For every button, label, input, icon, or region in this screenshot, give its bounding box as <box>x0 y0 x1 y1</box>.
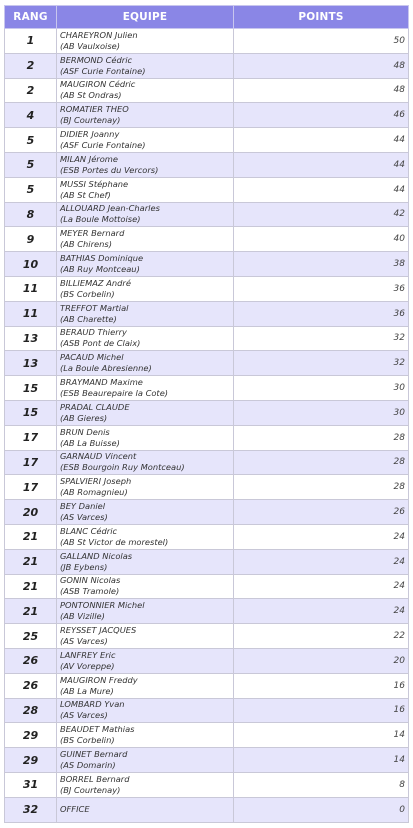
player-name: BERMOND Cédric <box>60 54 133 65</box>
player-name: BEY Daniel <box>60 501 106 512</box>
club-name: (AS Varces) <box>60 710 108 721</box>
player-name: GARNAUD Vincent <box>60 451 137 462</box>
points-cell: 28 <box>234 475 409 500</box>
column-header-rang: RANG <box>5 6 57 29</box>
player-name: BORREL Bernard <box>60 773 130 784</box>
table-row <box>5 177 409 202</box>
player-name: PONTONNIER Michel <box>60 600 145 611</box>
player-name: OFFICE <box>60 804 90 815</box>
team-cell <box>57 103 234 128</box>
table-row <box>5 772 409 797</box>
points-cell: 44 <box>234 128 409 153</box>
club-name: (ASF Curie Fontaine) <box>60 65 146 76</box>
club-name: (AB Ruy Montceau) <box>60 264 140 275</box>
player-name: TREFFOT Martial <box>60 302 129 313</box>
team-cell <box>57 624 234 649</box>
rank-cell: 4 <box>5 103 57 128</box>
team-cell <box>57 425 234 450</box>
club-name: (AB Gieres) <box>60 412 108 423</box>
column-header-equipe: EQUIPE <box>57 6 234 29</box>
rank-cell: 29 <box>5 748 57 773</box>
points-cell: 46 <box>234 103 409 128</box>
team-cell <box>57 53 234 78</box>
player-name: ALLOUARD Jean-Charles <box>60 203 160 214</box>
column-header-points: POINTS <box>234 6 409 29</box>
club-name: (AS Domarin) <box>60 760 116 770</box>
club-name: (ESB Bourgoin Ruy Montceau) <box>60 462 185 473</box>
club-name: (AB Vaulxoise) <box>60 40 120 51</box>
club-name: (ASB Tramole) <box>60 586 120 597</box>
team-cell <box>57 152 234 177</box>
rank-cell: 11 <box>5 276 57 301</box>
table-row <box>5 450 409 475</box>
points-cell: 44 <box>234 177 409 202</box>
rank-cell: 13 <box>5 351 57 376</box>
club-name: (AV Voreppe) <box>60 660 115 671</box>
rank-cell: 9 <box>5 227 57 252</box>
club-name: (AB Vizille) <box>60 611 105 622</box>
player-name: MAUGIRON Freddy <box>60 674 138 685</box>
table-row <box>5 103 409 128</box>
points-cell: 20 <box>234 648 409 673</box>
player-name: BILLIEMAZ André <box>60 277 131 288</box>
team-cell <box>57 276 234 301</box>
points-cell: 0 <box>234 797 409 822</box>
player-name: BRUN Denis <box>60 426 110 437</box>
rank-cell: 20 <box>5 500 57 525</box>
player-name: MILAN Jérome <box>60 153 118 164</box>
table-row <box>5 376 409 401</box>
table-row <box>5 574 409 599</box>
player-name: CHAREYRON Julien <box>60 29 138 40</box>
club-name: (AB La Buisse) <box>60 437 120 448</box>
team-cell <box>57 698 234 723</box>
points-cell: 40 <box>234 227 409 252</box>
team-cell <box>57 252 234 277</box>
club-name: (JB Eybens) <box>60 561 108 572</box>
rank-cell: 5 <box>5 177 57 202</box>
ranking-table <box>4 5 409 823</box>
rank-cell: 2 <box>5 78 57 103</box>
table-row <box>5 475 409 500</box>
points-cell: 14 <box>234 723 409 748</box>
table-row <box>5 276 409 301</box>
table-row <box>5 252 409 277</box>
club-name: (AS Varces) <box>60 636 108 647</box>
table-row <box>5 400 409 425</box>
club-name: (AB Chirens) <box>60 239 112 250</box>
points-cell: 16 <box>234 673 409 698</box>
club-name: (La Boule Mottoise) <box>60 214 141 225</box>
team-cell <box>57 128 234 153</box>
rank-cell: 21 <box>5 599 57 624</box>
points-cell: 24 <box>234 549 409 574</box>
points-cell: 36 <box>234 276 409 301</box>
player-name: GONIN Nicolas <box>60 575 121 586</box>
club-name: (AB Charette) <box>60 313 117 324</box>
club-name: (AB St Ondras) <box>60 90 122 101</box>
points-cell: 24 <box>234 599 409 624</box>
player-name: BLANC Cédric <box>60 525 118 536</box>
rank-cell: 17 <box>5 450 57 475</box>
table-row <box>5 425 409 450</box>
points-cell: 30 <box>234 376 409 401</box>
points-cell: 16 <box>234 698 409 723</box>
points-cell: 14 <box>234 748 409 773</box>
rank-cell: 10 <box>5 252 57 277</box>
team-cell <box>57 301 234 326</box>
points-cell: 24 <box>234 524 409 549</box>
rank-cell: 31 <box>5 772 57 797</box>
club-name: (BS Corbelin) <box>60 288 115 299</box>
club-name: (AB Romagnieu) <box>60 487 128 498</box>
player-name: MUSSI Stéphane <box>60 178 129 189</box>
team-cell <box>57 648 234 673</box>
team-cell <box>57 29 234 54</box>
points-cell: 8 <box>234 772 409 797</box>
club-name: (La Boule Abresienne) <box>60 363 152 374</box>
table-row <box>5 599 409 624</box>
table-row <box>5 648 409 673</box>
points-cell: 48 <box>234 53 409 78</box>
rank-cell: 32 <box>5 797 57 822</box>
table-row <box>5 500 409 525</box>
player-name: DIDIER Joanny <box>60 129 120 140</box>
player-name: ROMATIER THEO <box>60 104 129 115</box>
club-name: (ASF Curie Fontaine) <box>60 140 146 151</box>
team-cell <box>57 748 234 773</box>
player-name: LOMBARD Yvan <box>60 699 125 710</box>
rank-cell: 17 <box>5 425 57 450</box>
table-row <box>5 624 409 649</box>
player-name: BRAYMAND Maxime <box>60 377 143 388</box>
club-name: (BJ Courtenay) <box>60 784 121 795</box>
team-cell <box>57 524 234 549</box>
rank-cell: 11 <box>5 301 57 326</box>
club-name: (ESB Beaurepaire la Cote) <box>60 388 169 399</box>
table-row <box>5 227 409 252</box>
points-cell: 22 <box>234 624 409 649</box>
team-cell <box>57 500 234 525</box>
player-name: GUINET Bernard <box>60 749 128 759</box>
table-row <box>5 202 409 227</box>
table-row <box>5 698 409 723</box>
player-name: BERAUD Thierry <box>60 327 127 338</box>
table-row <box>5 29 409 54</box>
table-row <box>5 549 409 574</box>
rank-cell: 28 <box>5 698 57 723</box>
team-cell <box>57 227 234 252</box>
ranking-table-container <box>4 5 408 823</box>
points-cell: 44 <box>234 152 409 177</box>
points-cell: 32 <box>234 326 409 351</box>
table-row <box>5 128 409 153</box>
table-header-row <box>5 6 409 29</box>
rank-cell: 21 <box>5 574 57 599</box>
table-row <box>5 351 409 376</box>
table-row <box>5 723 409 748</box>
player-name: BATHIAS Dominique <box>60 253 144 264</box>
player-name: MEYER Bernard <box>60 228 125 239</box>
points-cell: 26 <box>234 500 409 525</box>
team-cell <box>57 772 234 797</box>
club-name: (ESB Portes du Vercors) <box>60 164 159 175</box>
rank-cell: 29 <box>5 723 57 748</box>
rank-cell: 2 <box>5 53 57 78</box>
team-cell <box>57 549 234 574</box>
player-name: BEAUDET Mathias <box>60 724 135 735</box>
player-name: REYSSET JACQUES <box>60 625 137 636</box>
team-cell <box>57 177 234 202</box>
table-row <box>5 524 409 549</box>
rank-cell: 15 <box>5 400 57 425</box>
points-cell: 32 <box>234 351 409 376</box>
points-cell: 30 <box>234 400 409 425</box>
rank-cell: 21 <box>5 524 57 549</box>
club-name: (ASB Pont de Claix) <box>60 338 141 349</box>
club-name: (BS Corbelin) <box>60 735 115 746</box>
rank-cell: 13 <box>5 326 57 351</box>
points-cell: 50 <box>234 29 409 54</box>
player-name: GALLAND Nicolas <box>60 550 133 561</box>
team-cell <box>57 202 234 227</box>
player-name: PACAUD Michel <box>60 352 124 363</box>
club-name: (AB St Chef) <box>60 189 111 200</box>
rank-cell: 17 <box>5 475 57 500</box>
table-row <box>5 797 409 822</box>
table-row <box>5 301 409 326</box>
points-cell: 38 <box>234 252 409 277</box>
table-body <box>5 29 409 823</box>
rank-cell: 15 <box>5 376 57 401</box>
points-cell: 42 <box>234 202 409 227</box>
club-name: (AS Varces) <box>60 512 108 523</box>
team-cell <box>57 400 234 425</box>
team-cell <box>57 475 234 500</box>
team-cell <box>57 673 234 698</box>
points-cell: 28 <box>234 450 409 475</box>
points-cell: 24 <box>234 574 409 599</box>
team-cell <box>57 78 234 103</box>
team-cell <box>57 326 234 351</box>
club-name: (BJ Courtenay) <box>60 115 121 126</box>
team-cell <box>57 351 234 376</box>
rank-cell: 21 <box>5 549 57 574</box>
table-row <box>5 748 409 773</box>
club-name: (AB St Victor de morestel) <box>60 536 169 547</box>
rank-cell: 8 <box>5 202 57 227</box>
rank-cell: 5 <box>5 152 57 177</box>
rank-cell: 1 <box>5 29 57 54</box>
table-row <box>5 326 409 351</box>
points-cell: 48 <box>234 78 409 103</box>
player-name: SPALVIERI Joseph <box>60 476 132 487</box>
player-name: LANFREY Eric <box>60 649 116 660</box>
player-name: PRADAL CLAUDE <box>60 401 130 412</box>
team-cell <box>57 599 234 624</box>
player-name: MAUGIRON Cédric <box>60 79 136 90</box>
team-cell <box>57 797 234 822</box>
rank-cell: 26 <box>5 673 57 698</box>
team-cell <box>57 376 234 401</box>
table-row <box>5 673 409 698</box>
club-name: (AB La Mure) <box>60 685 114 696</box>
points-cell: 28 <box>234 425 409 450</box>
table-row <box>5 78 409 103</box>
rank-cell: 26 <box>5 648 57 673</box>
rank-cell: 5 <box>5 128 57 153</box>
table-row <box>5 152 409 177</box>
team-cell <box>57 450 234 475</box>
points-cell: 36 <box>234 301 409 326</box>
rank-cell: 25 <box>5 624 57 649</box>
team-cell <box>57 723 234 748</box>
team-cell <box>57 574 234 599</box>
table-row <box>5 53 409 78</box>
